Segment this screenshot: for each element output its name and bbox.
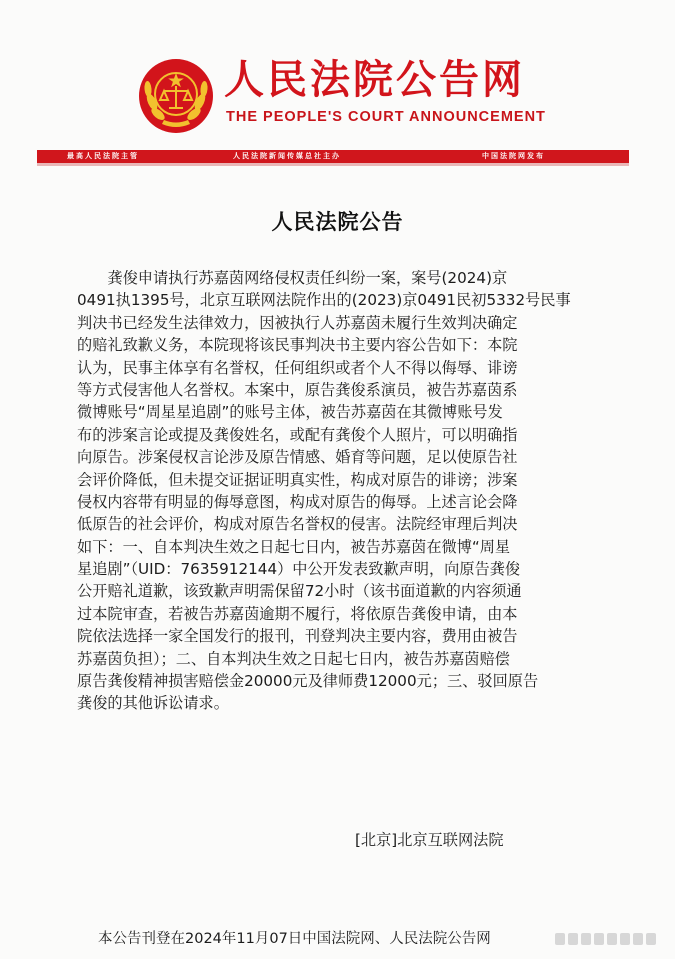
body-line: 判决书已经发生法律效力，因被执行人苏嘉茵未履行生效判决确定 xyxy=(77,313,518,332)
banner-text-organizer: 人民法院新闻传媒总社主办 xyxy=(233,152,341,160)
body-line: 0491执1395号，北京互联网法院作出的(2023)京0491民初5332号民事 xyxy=(77,291,571,310)
body-line: 微博账号“周星星追剧”的账号主体，被告苏嘉茵在其微博账号发 xyxy=(77,403,503,422)
document-body xyxy=(77,267,617,715)
body-line: 星追剧”（UID：7635912144）中公开发表致歉声明，向原告龚俊 xyxy=(77,560,521,579)
body-line: 公开赔礼道歉，该致歉声明需保留72小时（该书面道歉的内容须通 xyxy=(77,582,522,601)
body-line: 龚俊的其他诉讼请求。 xyxy=(77,694,229,713)
banner-text-publisher: 中国法院网发布 xyxy=(482,152,545,160)
header-banner xyxy=(37,150,629,163)
body-line: 低原告的社会评价，构成对原告名誉权的侵害。法院经审理后判决 xyxy=(77,515,518,534)
body-line: 向原告。涉案侵权言论涉及原告情感、婚育等问题，足以使原告社 xyxy=(77,448,518,467)
body-line: 认为，民事主体享有名誉权，任何组织或者个人不得以侮辱、诽谤 xyxy=(77,358,518,377)
court-signature: [北京]北京互联网法院 xyxy=(355,831,504,849)
document-title: 人民法院公告 xyxy=(271,210,404,234)
site-subtitle: THE PEOPLE'S COURT ANNOUNCEMENT xyxy=(226,109,546,125)
body-line: 如下：一、自本判决生效之日起七日内，被告苏嘉茵在微博“周星 xyxy=(77,537,511,556)
watermark-icon xyxy=(555,930,667,948)
body-line: 布的涉案言论或提及龚俊姓名，或配有龚俊个人照片，可以明确指 xyxy=(77,425,518,444)
body-line: 等方式侵害他人名誉权。本案中，原告龚俊系演员，被告苏嘉茵系 xyxy=(77,380,518,399)
site-header xyxy=(0,0,675,180)
publication-note: 本公告刊登在2024年11月07日中国法院网、人民法院公告网 xyxy=(98,931,491,947)
court-emblem-icon xyxy=(138,58,214,134)
body-line: 会评价降低，但未提交证据证明真实性，构成对原告的诽谤；涉案 xyxy=(77,470,518,489)
body-line: 侵权内容带有明显的侮辱意图，构成对原告的侮辱。上述言论会降 xyxy=(77,492,518,511)
body-line: 的赔礼致歉义务，本院现将该民事判决书主要内容公告如下：本院 xyxy=(77,336,518,355)
body-line: 龚俊申请执行苏嘉茵网络侵权责任纠纷一案，案号(2024)京 xyxy=(77,269,508,287)
body-line: 苏嘉茵负担）；二、自本判决生效之日起七日内，被告苏嘉茵赔偿 xyxy=(77,649,510,668)
body-line: 原告龚俊精神损害赔偿金20000元及律师费12000元；三、驳回原告 xyxy=(77,672,539,691)
banner-text-supervisor: 最高人民法院主管 xyxy=(67,152,139,160)
body-line: 院依法选择一家全国发行的报刊，刊登判决主要内容，费用由被告 xyxy=(77,627,518,646)
banner-divider xyxy=(37,163,629,166)
body-line: 过本院审查，若被告苏嘉茵逾期不履行，将依原告龚俊申请，由本 xyxy=(77,604,518,623)
site-title: 人民法院公告网 xyxy=(224,57,525,103)
